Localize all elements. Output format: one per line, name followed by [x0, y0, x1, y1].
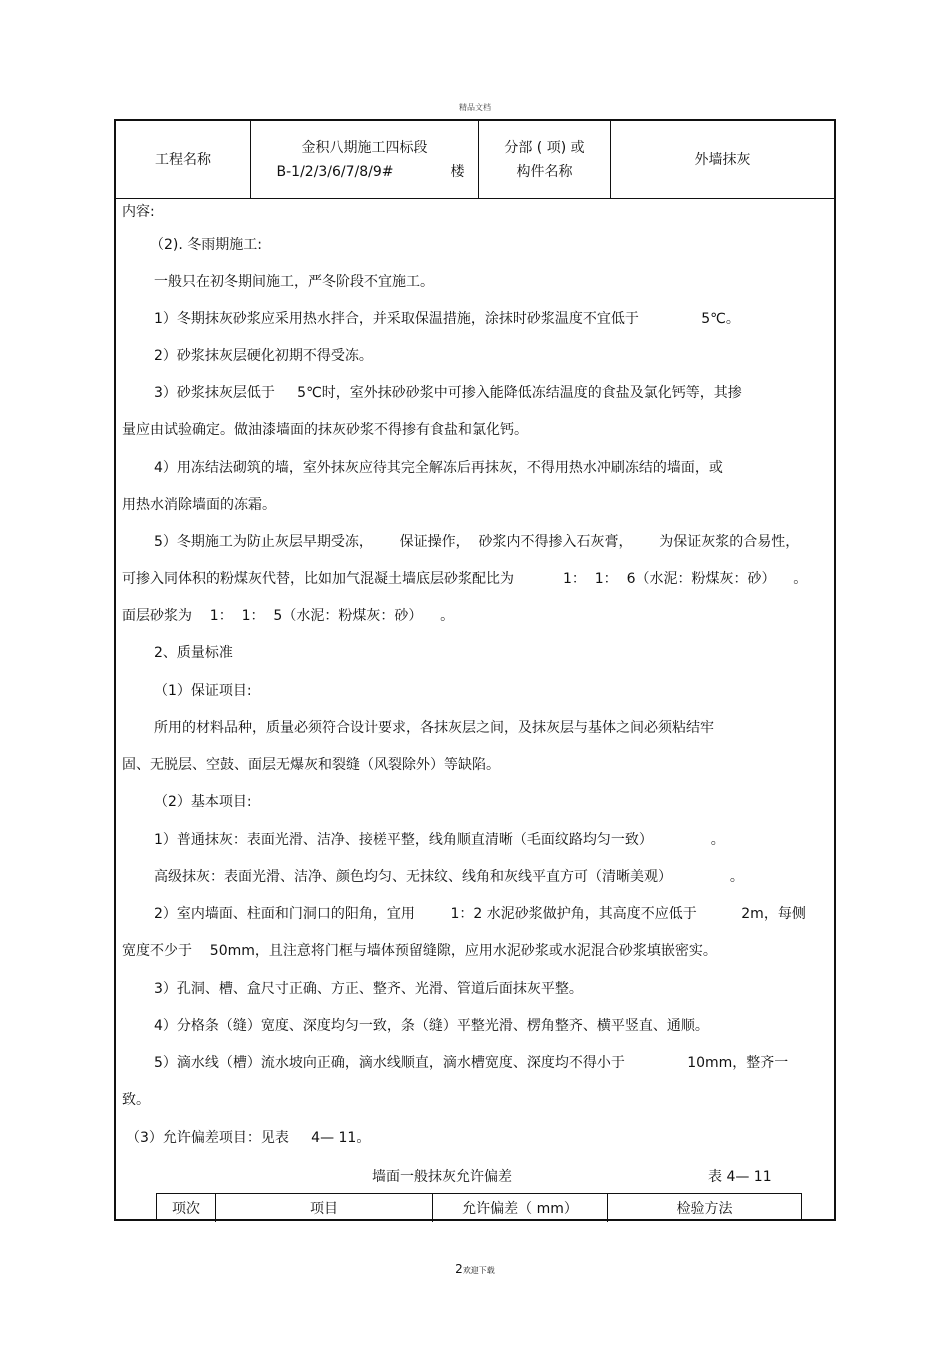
division-value: 外墙抹灰 [694, 151, 751, 168]
text-line: （2). 冬雨期施工: [150, 237, 262, 253]
text-line: 固、无脱层、空鼓、面层无爆灰和裂缝（风裂除外）等缺陷。 [122, 757, 500, 773]
division-label-line2: 构件名称 [516, 163, 573, 180]
text-line: （3）允许偏差项目：见表 4— 11。 [126, 1130, 371, 1146]
content-label: 内容: [122, 204, 155, 220]
text-line: 一般只在初冬期间施工，严冬阶段不宜施工。 [154, 274, 434, 290]
text-line: 2）室内墙面、柱面和门洞口的阳角，宜用 1：2 水泥砂浆做护角，其高度不应低于 2m，每侧 [154, 906, 806, 922]
text-line: 致。 [122, 1092, 150, 1108]
project-name-line1: 金积八期施工四标段 [301, 139, 428, 156]
building-numbers: B-1/2/3/6/7/8/9# [276, 163, 394, 180]
text-line: 4）用冻结法砌筑的墙，室外抹灰应待其完全解冻后再抹灰，不得用热水冲刷冻结的墙面，或 [154, 460, 723, 476]
project-name-value [251, 121, 478, 198]
text-line: 用热水消除墙面的冻霜。 [122, 497, 276, 513]
table-header-cell: 项目 [310, 1201, 338, 1217]
deviation-table-header [156, 1193, 802, 1221]
text-line: （2）基本项目: [154, 794, 252, 810]
building-suffix: 楼 [450, 163, 465, 180]
project-name-label: 工程名称 [155, 151, 211, 168]
text-line: 4）分格条（缝）宽度、深度均匀一致，条（缝）平整光滑、楞角整齐、横平竖直、通顺。 [154, 1018, 709, 1034]
header-row [116, 121, 834, 199]
text-line: 2、质量标准 [154, 645, 233, 661]
text-line: 宽度不少于 50mm，且注意将门框与墙体预留缝隙，应用水泥砂浆或水泥混合砂浆填嵌密实。 [122, 943, 717, 959]
project-name-line2 [265, 160, 465, 184]
table-header-cell: 允许偏差（ mm） [462, 1201, 578, 1217]
text-line: 量应由试验确定。做油漆墙面的抹灰砂浆不得掺有食盐和氯化钙。 [122, 422, 528, 438]
text-line: 3）孔洞、槽、盒尺寸正确、方正、整齐、光滑、管道后面抹灰平整。 [154, 981, 583, 997]
text-line: 5）滴水线（槽）流水坡向正确，滴水线顺直，滴水槽宽度、深度均不得小于 10mm，整齐一 [154, 1055, 789, 1071]
text-line: 所用的材料品种，质量必须符合设计要求，各抹灰层之间，及抹灰层与基体之间必须粘结牢 [154, 720, 714, 736]
text-line: 1）冬期抹灰砂浆应采用热水拌合，并采取保温措施，涂抹时砂浆温度不宜低于 5℃。 [154, 311, 740, 327]
table-title: 墙面一般抹灰允许偏差 [372, 1169, 512, 1185]
table-header-cell: 检验方法 [676, 1201, 733, 1217]
top-note: 精品文档 [459, 103, 491, 112]
text-line: 1）普通抹灰：表面光滑、洁净、接槎平整，线角顺直清晰（毛面纹路均匀一致） 。 [154, 832, 725, 848]
text-line: 5）冬期施工为防止灰层早期受冻， 保证操作， 砂浆内不得掺入石灰膏， 为保证灰浆的合易性， [154, 534, 800, 550]
page-footer [0, 1262, 950, 1276]
table-header-cell: 项次 [172, 1201, 200, 1217]
text-line: 2）砂浆抹灰层硬化初期不得受冻。 [154, 348, 373, 364]
text-line: 可掺入同体积的粉煤灰代替，比如加气混凝土墙底层砂浆配比为 1： 1： 6（水泥：粉煤灰：砂） 。 [122, 571, 808, 587]
text-line: 3）砂浆抹灰层低于 5℃时，室外抹砂砂浆中可掺入能降低冻结温度的食盐及氯化钙等，其掺 [154, 385, 742, 401]
division-label [479, 121, 610, 198]
page-number: 2 [455, 1262, 463, 1276]
table-number: 表 4— 11 [708, 1169, 772, 1185]
division-label-line1: 分部 ( 项) 或 [504, 139, 585, 156]
footer-note: 欢迎下载 [462, 1266, 495, 1275]
text-line: 面层砂浆为 1： 1： 5（水泥：粉煤灰：砂） 。 [122, 608, 455, 624]
text-line: （1）保证项目: [154, 683, 252, 699]
text-line: 高级抹灰：表面光滑、洁净、颜色均匀、无抹纹、线角和灰线平直方可（清晰美观） 。 [154, 869, 744, 885]
document-form [114, 119, 836, 1221]
